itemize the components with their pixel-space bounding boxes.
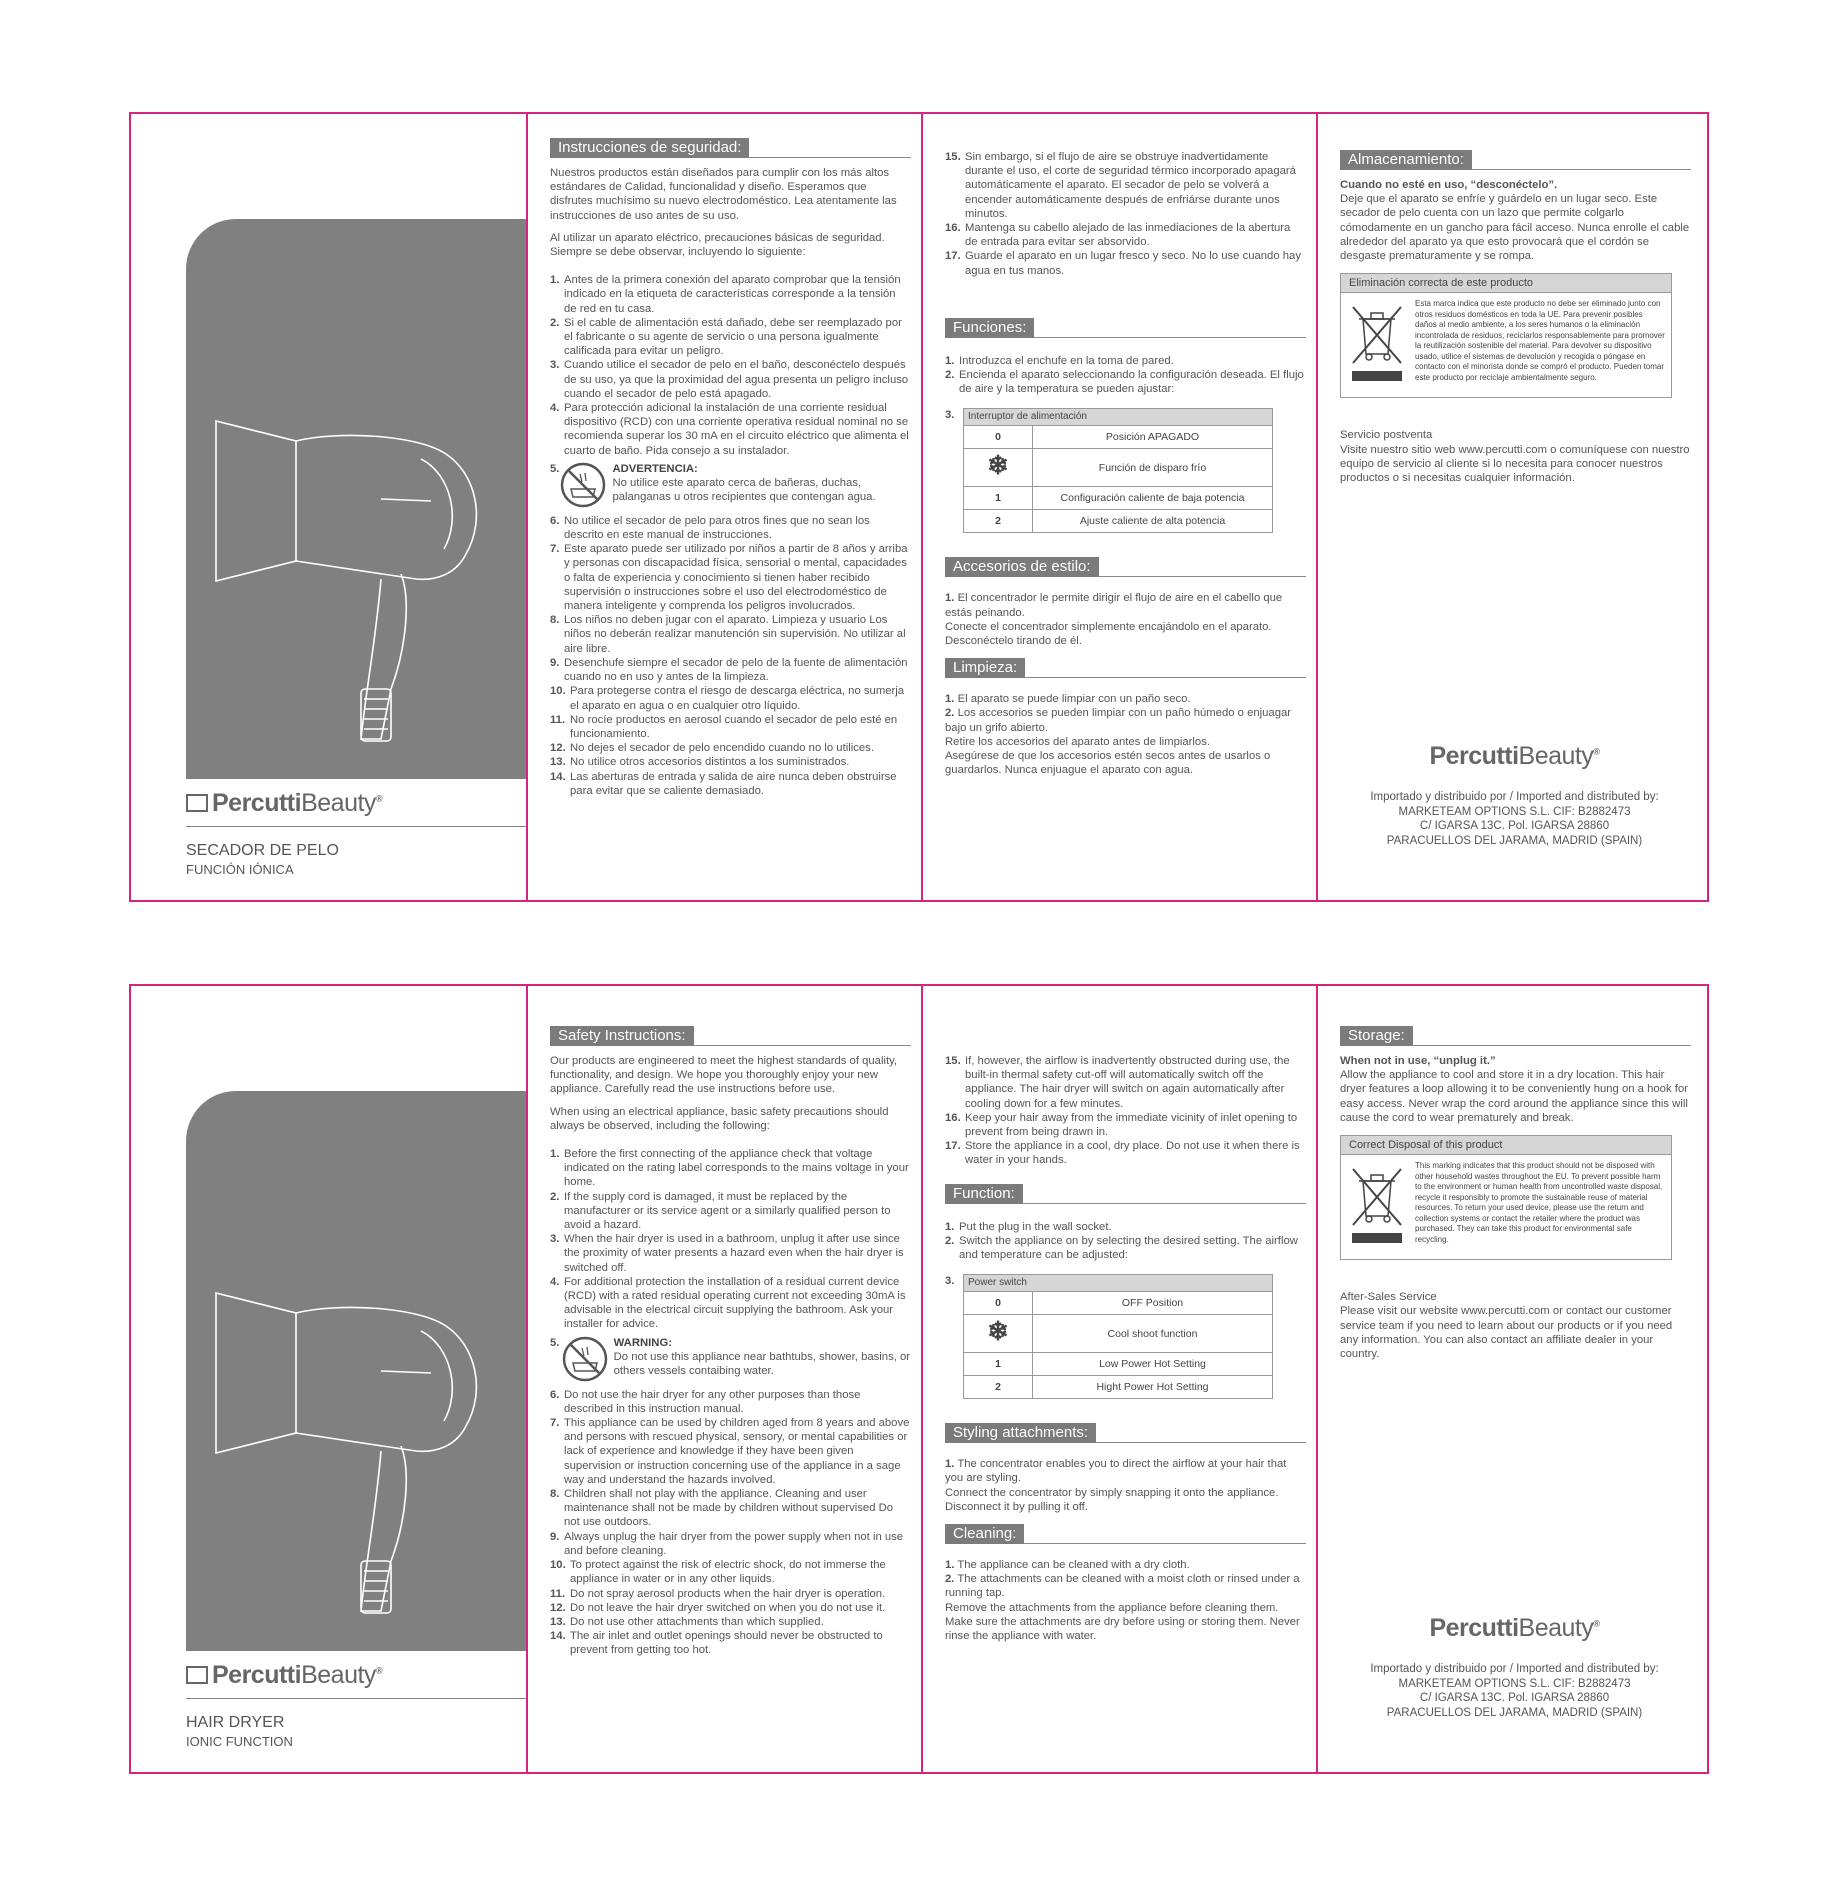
- list-item: 3. Cuando utilice el secador de pelo en el baño, desconéctelo después de su uso, ya que la proximidad del agua presenta un peligro incluso cuando el secador de pelo está apagado.: [550, 359, 909, 400]
- list-item: 9. Always unplug the hair dryer from the power supply when not in use and before cleaning.: [550, 1530, 904, 1557]
- safety-list-b: [550, 1388, 911, 1658]
- disposal-box: [1340, 1135, 1672, 1260]
- list-item: 10. To protect against the risk of electric shock, do not immerse the appliance in water or in any other liquids.: [550, 1559, 886, 1586]
- hair-dryer-illustration: [186, 1091, 528, 1651]
- section-heading-cleaning: Limpieza:: [945, 658, 1306, 678]
- list-item: 1. Before the first connecting of the appliance check that voltage indicated on the rating label corresponds to the mains voltage in your home.: [550, 1148, 909, 1189]
- snowflake-icon: ❄: [987, 1315, 1009, 1346]
- cover-panel: [131, 114, 526, 900]
- functions-content: [945, 1054, 1306, 1651]
- storage-bold: Cuando no esté en uso, “desconéctelo”.: [1340, 179, 1558, 191]
- list-item: 4. For additional protection the installation of a residual current device (RCD) with a rated residual operating current not exceeding 30mA is advisable in the electrical circuit supplying the bathroom. Ask your installer for advice.: [550, 1275, 906, 1331]
- no-water-warning-icon: [560, 462, 606, 508]
- service-title: Servicio postventa: [1340, 429, 1433, 442]
- safety-intro-2: Al utilizar un aparato eléctrico, precauciones básicas de seguridad. Siempre se debe observar, incluyendo lo siguiente:: [550, 231, 885, 259]
- sheet-spanish: [129, 112, 1709, 902]
- list-item: 16. Mantenga su cabello alejado de las inmediaciones de la abertura de entrada para evitar ser absorvido.: [945, 222, 1291, 249]
- hair-dryer-illustration: [186, 219, 528, 779]
- table-row: 0 Posición APAGADO: [964, 426, 1273, 449]
- weee-bin-icon: [1347, 299, 1407, 389]
- section-heading-styling: Styling attachments:: [945, 1423, 1306, 1443]
- warning-block: 5. WARNING: Do not use this appliance near bathtubs, shower, basins, or others vessels contaibing water.: [550, 1336, 911, 1382]
- power-switch-block: 3. Power switch 0 OFF Position ❄ Cool shoot function 1 Low Power Hot Setting 2 Hight Power Hot Setting: [945, 1274, 1306, 1399]
- cover-brand-logo: PercuttiBeauty®: [186, 1661, 382, 1690]
- list-item: 7. Este aparato puede ser utilizado por niños a partir de 8 años y arriba y personas con discapacidad física, sensorial o mental, capacidades o falta de experiencia y conocimiento si tienen haber recibido supervisión o instrucciones sobre el uso del electrodoméstico de manera inteligente y comprenda los peligros involucrados.: [550, 543, 908, 613]
- list-item: 12. No dejes el secador de pelo encendido cuando no lo utilices.: [550, 742, 874, 755]
- cover-divider: [186, 826, 526, 827]
- brand-logo: PercuttiBeauty®: [1429, 1614, 1600, 1642]
- table-row: 1 Low Power Hot Setting: [964, 1353, 1273, 1376]
- disposal-text: This marking indicates that this product should not be disposed with other household wastes throughout the EU. To prevent possible harm to the environment or human health from uncontrolled waste disposal, recycle it responsibly to promote the sustainable reuse of material resources. To return your used device, please use the return and collection systems or contact the retailer where the product was purchased. They can take this product for environmental safe recycling.: [1415, 1161, 1663, 1244]
- styling-text: 1. The concentrator enables you to direct the airflow at your hair that you are styling. Connect the concentrator by simply snapping it onto the appliance. Disconnect it by pulling it off.: [945, 1458, 1287, 1513]
- section-heading-functions: Funciones:: [945, 318, 1306, 338]
- functions-panel: [921, 114, 1316, 900]
- storage-text: Allow the appliance to cool and store it in a dry location. This hair dryer features a loop allowing it to be conveniently hung on a hook for easy access. Never wrap the cord around the appliance since this will cause the cord to wear prematurely and break.: [1340, 1069, 1688, 1124]
- list-item: 11. Do not spray aerosol products when the hair dryer is operation.: [550, 1587, 886, 1600]
- disposal-box: [1340, 273, 1672, 398]
- service-block: [1340, 428, 1691, 485]
- storage-panel: [1316, 986, 1711, 1772]
- list-item: 14. Las aberturas de entrada y salida de aire nunca deben obstruirse para evitar que se caliente demasiado.: [550, 770, 897, 797]
- section-heading-storage: Almacenamiento:: [1340, 150, 1691, 170]
- list-item: 6. No utilice el secador de pelo para otros fines que no sean los descrito en este manual de instrucciones.: [550, 514, 870, 542]
- safety-intro: Our products are engineered to meet the highest standards of quality, functionality, and design. We hope you thoroughly enjoy your new appliance. Carefully read the use instructions before use.: [550, 1055, 898, 1096]
- list-item: 16. Keep your hair away from the immediate vicinity of inlet opening to prevent from being drawn in.: [945, 1111, 1298, 1139]
- list-item: 2. Switch the appliance on by selecting the desired setting. The airflow and temperature can be adjusted:: [945, 1234, 1298, 1262]
- cover-title: HAIR DRYER: [186, 1714, 285, 1731]
- list-item: 10. Para protegerse contra el riesgo de descarga eléctrica, no sumerja el aparato en agua o en cualquier otro líquido.: [550, 685, 905, 712]
- list-item: 17. Guarde el aparato en un lugar fresco y seco. No lo use cuando hay agua en tus manos.: [945, 250, 1301, 277]
- sheet-english: [129, 984, 1709, 1774]
- safety-content: [550, 1026, 911, 1658]
- brand-mark-icon: [186, 794, 208, 812]
- cover-subtitle: IONIC FUNCTION: [186, 1734, 293, 1749]
- list-item: 17. Store the appliance in a cool, dry place. Do not use it when there is water in your hands.: [945, 1140, 1300, 1167]
- storage-content: [1340, 1026, 1691, 1361]
- safety-list-a: [550, 273, 911, 458]
- service-block: [1340, 1290, 1691, 1361]
- power-switch-block: 3. Interruptor de alimentación 0 Posición APAGADO ❄ Función de disparo frío 1 Configuración caliente de baja potencia 2 Ajuste caliente de alta potencia: [945, 408, 1306, 533]
- list-item: 1. Antes de la primera conexión del aparato comprobar que la tensión indicado en la etiqueta de características corresponde a la tensión de red en tu casa.: [550, 274, 901, 315]
- service-title: After-Sales Service: [1340, 1291, 1437, 1304]
- list-item: 1. Introduzca el enchufe en la toma de pared.: [945, 354, 1174, 367]
- list-item: 12. Do not leave the hair dryer switched on when you do not use it.: [550, 1601, 886, 1614]
- section-heading-safety: Instrucciones de seguridad:: [550, 138, 911, 158]
- list-item: 3. When the hair dryer is used in a bathroom, unplug it after use since the proximity of water presents a hazard even when the hair dryer is switched off.: [550, 1233, 904, 1274]
- importer-info: Importado y distribuido por / Imported and distributed by: MARKETEAM OPTIONS S.L. CIF: B2882473 C/ IGARSA 13C. Pol. IGARSA 28860 PARACUELLOS DEL JARAMA, MADRID (SPAIN): [1370, 791, 1659, 847]
- service-text: Please visit our website www.percutti.com or contact our customer service team if you need to learn about our products or if you need any information. You can also contact an affiliate dealer in your country.: [1340, 1305, 1673, 1361]
- safety-panel: [526, 986, 921, 1772]
- cleaning-text: 1. El aparato se puede limpiar con un paño seco. 2. Los accesorios se pueden limpiar con un paño húmedo o enjuagar bajo un grifo abierto. Retire los accesorios del aparato antes de limpiarlos. Asegúrese de que los accesorios estén secos antes de usarlos o guardarlos. Nunca enjuague el aparato con agua.: [945, 693, 1292, 777]
- storage-bold: When not in use, “unplug it.”: [1340, 1055, 1496, 1067]
- table-header: Interruptor de alimentación: [964, 409, 1273, 426]
- safety-list-b: [550, 514, 911, 798]
- section-heading-cleaning: Cleaning:: [945, 1524, 1306, 1544]
- table-row: 0 OFF Position: [964, 1292, 1273, 1315]
- list-item: 13. No utilice otros accesorios distintos a los suministrados.: [550, 756, 850, 769]
- table-row: ❄ Cool shoot function: [964, 1315, 1273, 1353]
- weee-bin-icon: [1347, 1161, 1407, 1251]
- list-item: 2. Si el cable de alimentación está dañado, debe ser reemplazado por el fabricante o su agente de servicio o una persona igualmente calificada para evitar un peligro.: [550, 316, 902, 358]
- list-item: 6. Do not use the hair dryer for any other purposes than those described in this instruction manual.: [550, 1388, 861, 1415]
- warning-block: 5. ADVERTENCIA: No utilice este aparato cerca de bañeras, duchas, palanganas u otros recipientes que contengan agua.: [550, 462, 911, 508]
- brand-logo: PercuttiBeauty®: [1429, 742, 1600, 770]
- storage-text: Deje que el aparato se enfríe y guárdelo en un lugar seco. Este secador de pelo cuenta con un lazo que permite colgarlo cómodamente en un gancho para fácil acceso. Nunca enrolle el cable alrededor del aparato ya que esto provocará que el cordón se desgaste prematuramente y se rompa.: [1340, 193, 1690, 263]
- list-item: 15. If, however, the airflow is inadvertently obstructed during use, the built-in thermal safety cut-off will automatically switch off the appliance. The hair dryer will switch on again automatically after cooling down for a few minutes.: [945, 1055, 1290, 1110]
- safety-content: [550, 138, 911, 798]
- power-switch-table: [963, 408, 1273, 533]
- list-item: 14. The air inlet and outlet openings should never be obstructed to prevent from getting too hot.: [550, 1630, 883, 1657]
- cover-title: SECADOR DE PELO: [186, 842, 339, 859]
- power-switch-table: [963, 1274, 1273, 1399]
- list-item: 7. This appliance can be used by children aged from 8 years and above and persons with rescued physical, sensory, or mental capabilities or lack of experience and knowledge if they have been given supervision or instruction concerning use of the appliance in a sage way and understand the hazards involved.: [550, 1417, 910, 1486]
- storage-content: [1340, 150, 1691, 485]
- cover-image: [186, 1091, 528, 1651]
- safety-list-c: [945, 1054, 1306, 1168]
- brand-mark-icon: [186, 1666, 208, 1684]
- list-item: 4. Para protección adicional la instalación de una corriente residual dispositivo (RCD) con una corriente operativa residual nominal no se recomienda superar los 30 mA en el circuito eléctrico que alimenta el cuarto de baño. Pida consejo a su instalador.: [550, 402, 909, 457]
- table-row: 2 Ajuste caliente de alta potencia: [964, 510, 1273, 533]
- no-water-warning-icon: [562, 1336, 608, 1382]
- snowflake-icon: ❄: [987, 449, 1009, 480]
- list-item: 2. If the supply cord is damaged, it must be replaced by the manufacturer or its service agent or a similarly qualified person to avoid a hazard.: [550, 1190, 891, 1232]
- functions-list: [945, 1220, 1306, 1263]
- cover-image: [186, 219, 528, 779]
- styling-text: 1. El concentrador le permite dirigir el flujo de aire en el cabello que estás peinando. Conecte el concentrador simplemente encajándolo en el aparato. Desconéctelo tirando de él.: [945, 592, 1283, 648]
- section-heading-styling: Accesorios de estilo:: [945, 557, 1306, 577]
- section-heading-safety: Safety Instructions:: [550, 1026, 911, 1046]
- cover-divider: [186, 1698, 526, 1699]
- functions-panel: [921, 986, 1316, 1772]
- list-item: 11. No rocíe productos en aerosol cuando el secador de pelo esté en funcionamiento.: [550, 713, 898, 740]
- functions-content: [945, 150, 1306, 785]
- list-item: 15. Sin embargo, si el flujo de aire se obstruye inadvertidamente durante el uso, el corte de seguridad térmico incorporado apagará automáticamente el aparato. El secador de pelo se volverá a encender automáticamente después de enfriárse durante unos minutos.: [945, 151, 1296, 220]
- safety-list-a: [550, 1147, 911, 1332]
- safety-intro-2: When using an electrical appliance, basic safety precautions should always be observed, including the following:: [550, 1105, 889, 1132]
- list-item: 1. Put the plug in the wall socket.: [945, 1220, 1112, 1233]
- list-item: 2. Encienda el aparato seleccionando la configuración deseada. El flujo de aire y la temperatura se pueden ajustar:: [945, 369, 1304, 396]
- safety-intro: Nuestros productos están diseñados para cumplir con los más altos estándares de Calidad, funcionalidad y diseño. Esperamos que disfrutes muchísimo su nuevo electrodoméstico. Lea atentamente las instrucciones de uso antes de su uso.: [550, 167, 897, 222]
- cover-subtitle: FUNCIÓN IÓNICA: [186, 862, 294, 877]
- section-heading-function: Function:: [945, 1184, 1306, 1204]
- safety-panel: [526, 114, 921, 900]
- section-heading-storage: Storage:: [1340, 1026, 1691, 1046]
- disposal-heading: Correct Disposal of this product: [1341, 1136, 1671, 1155]
- functions-list: [945, 354, 1306, 397]
- disposal-heading: Eliminación correcta de este producto: [1341, 274, 1671, 293]
- cover-brand-logo: PercuttiBeauty®: [186, 789, 382, 818]
- safety-list-c: [945, 150, 1306, 278]
- storage-panel: [1316, 114, 1711, 900]
- cover-panel: [131, 986, 526, 1772]
- table-row: ❄ Función de disparo frío: [964, 449, 1273, 487]
- service-text: Visite nuestro sitio web www.percutti.com o comuníquese con nuestro equipo de servicio al cliente si lo necesita para conocer nuestros productos o si necesitas cualquier información.: [1340, 443, 1690, 485]
- table-header: Power switch: [964, 1275, 1273, 1292]
- list-item: 8. Los niños no deben jugar con el aparato. Limpieza y usuario Los niños no deberán realizar manutención sin supervisión. No utilizar al aire libre.: [550, 614, 906, 655]
- table-row: 2 Hight Power Hot Setting: [964, 1376, 1273, 1399]
- list-item: 9. Desenchufe siempre el secador de pelo de la fuente de alimentación cuando no en uso y antes de la limpieza.: [550, 656, 908, 684]
- cleaning-text: 1. The appliance can be cleaned with a dry cloth. 2. The attachments can be cleaned with a moist cloth or rinsed under a running tap. Remove the attachments from the appliance before cleaning them. Make sure the attachments are dry before using or storing them. Never rinse the appliance with water.: [945, 1559, 1300, 1643]
- disposal-text: Esta marca indica que este producto no debe ser eliminado junto con otros residuos domésticos en toda la UE. Para prevenir posibles daños al medio ambiente, a los seres humanos o la eliminación incontrolada de residuos, reciclarlos responsablemente para promover la reutilización sostenible del material. Para devolver su dispositivo usado, utilice el sistemas de devolución y recogida o póngase en contacto con el minorista donde se compró el producto. Pueden tomar este producto por reciclaje ambientalmente seguro.: [1415, 299, 1665, 382]
- table-row: 1 Configuración caliente de baja potencia: [964, 487, 1273, 510]
- list-item: 13. Do not use other attachments than which supplied.: [550, 1615, 824, 1628]
- list-item: 8. Children shall not play with the appliance. Cleaning and user maintenance shall not be made by children without supervised Do not use outdoors.: [550, 1488, 894, 1529]
- importer-info: Importado y distribuido por / Imported and distributed by: MARKETEAM OPTIONS S.L. CIF: B2882473 C/ IGARSA 13C. Pol. IGARSA 28860 PARACUELLOS DEL JARAMA, MADRID (SPAIN): [1370, 1663, 1659, 1719]
